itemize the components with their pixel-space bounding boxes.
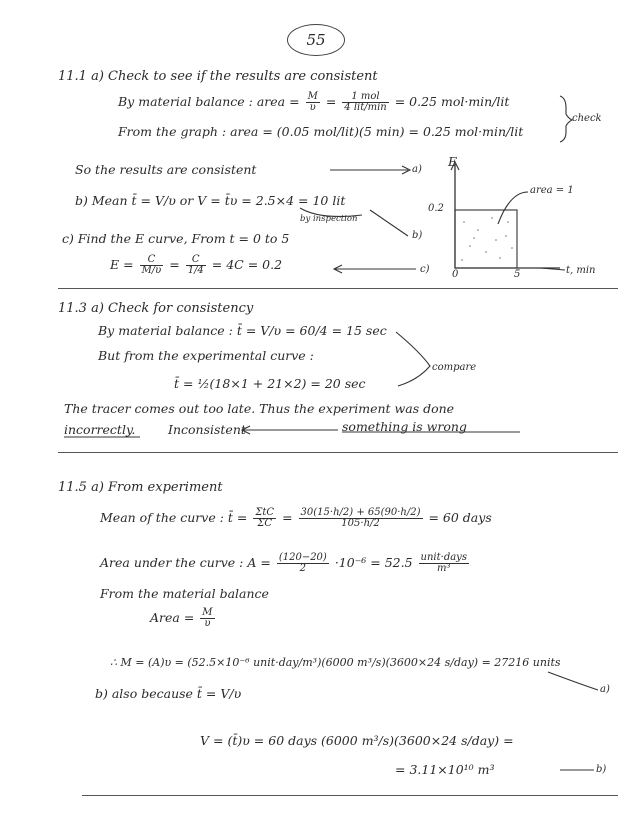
volume-result: = 3.11×10¹⁰ m³: [395, 762, 495, 777]
graph-axes: [455, 164, 560, 268]
graph-x-zero: 0: [452, 269, 459, 280]
mean-residence-line: b) Mean t̄ = V/υ or V = t̄υ = 2.5×4 = 10 lit: [75, 193, 346, 208]
volume-calculation-line: V = (t̄)υ = 60 days (6000 m³/s)(3600×24 s/day) =: [200, 733, 514, 748]
check-brace: [560, 96, 572, 142]
mean-fraction-values: $\frac{30(15\cdot h/2) + 65(90\cdot h/2)}{105\cdot h/2}$: [300, 507, 421, 529]
compare-brace: [396, 332, 430, 386]
experimental-curve-line: But from the experimental curve :: [98, 348, 314, 363]
mb-fraction-m-over-v: $\frac{M}{\upsilon}$: [307, 91, 318, 113]
answer-a-marker-2: a): [600, 684, 610, 695]
area-eq-prefix: Area =: [150, 610, 195, 625]
graph-rectangle: [455, 210, 517, 268]
mean-fraction-sums: $\frac{\text{ΣtC}}{\Sigma C}$: [255, 507, 275, 529]
by-inspection-note: by inspection: [300, 214, 358, 224]
answer-b-marker-1: b): [412, 230, 423, 241]
answer-c-marker: c): [420, 264, 430, 275]
mean-of-curve-line: Mean of the curve : t̄ = $\frac{\text{ΣtC}}{\Sigma C}$ = $\frac{30(15\cdot h/2) + 65(90\cdot h/2)}{105\cdot h/2}$ = 60 days: [100, 507, 492, 529]
tracer-statement: The tracer comes out too late. Thus the experiment was done: [64, 401, 455, 416]
moles-calculation-line: ∴ M = (A)υ = (52.5×10⁻⁶ unit·day/m³)(6000 m³/s)(3600×24 s/day) = 27216 units: [110, 656, 561, 669]
graph-x-five: 5: [514, 269, 521, 280]
problem-11-1-heading: 11.1 a) Check to see if the results are consistent: [58, 69, 378, 84]
e-eq-prefix: E =: [110, 257, 134, 272]
mb-fraction-mol-over-flow: $\frac{\text{1 mol}}{\text{4 lit/min}}$: [344, 91, 387, 113]
page-number: 55: [287, 24, 345, 56]
area-eq-fraction: $\frac{M}{\upsilon}$: [202, 607, 213, 629]
mb-result: = 0.25 mol·min/lit: [394, 94, 510, 109]
also-because-line: b) also because t̄ = V/υ: [95, 686, 242, 701]
graph-e-axis-label: E: [448, 154, 458, 169]
arrow-units: [548, 672, 598, 690]
area-units: $\frac{\text{unit·days}}{\text{m³}}$: [420, 552, 467, 574]
area-leader: [498, 192, 528, 224]
e-curve-equation: E = $\frac{C}{M/\upsilon}$ = $\frac{C}{1/4}$ = 4C = 0.2: [110, 254, 283, 276]
material-balance-header: From the material balance: [100, 586, 269, 601]
mb-prefix: By material balance : area =: [118, 94, 300, 109]
compare-label: compare: [432, 362, 477, 373]
mean-prefix: Mean of the curve : t̄ =: [100, 510, 248, 525]
mean-result: = 60 days: [428, 510, 492, 525]
e-fraction-c-over-quarter: $\frac{C}{1/4}$: [187, 254, 204, 276]
consistent-statement: So the results are consistent: [75, 162, 257, 177]
area-multiplier: ·10⁻⁶ = 52.5: [334, 555, 413, 570]
find-e-curve-line: c) Find the E curve, From t = 0 to 5: [62, 231, 290, 246]
experimental-mean-line: t̄ = ½(18×1 + 21×2) = 20 sec: [174, 376, 366, 391]
graph-stipple: [461, 217, 513, 261]
graph-x-axis-label: t, min: [566, 265, 596, 276]
arrow-by-inspection: [370, 210, 408, 236]
area-fraction: $\frac{(120-20)}{2}$: [278, 552, 327, 574]
area-prefix: Area under the curve : A =: [100, 555, 271, 570]
check-label: check: [572, 113, 602, 124]
graph-y-value: 0.2: [428, 203, 444, 214]
inspection-underline: [300, 208, 362, 216]
material-balance-11-3: By material balance : t̄ = V/υ = 60/4 = 15 sec: [98, 323, 387, 338]
graph-area-label: area = 1: [530, 185, 574, 196]
mb-equals: =: [325, 94, 337, 109]
answer-b-marker-2: b): [596, 764, 607, 775]
problem-11-3-heading: 11.3 a) Check for consistency: [58, 301, 254, 316]
graph-area-line: From the graph : area = (0.05 mol/lit)(5 min) = 0.25 mol·min/lit: [118, 124, 524, 139]
something-wrong-note: something is wrong: [342, 419, 467, 434]
e-fraction-c-over-mv: $\frac{C}{M/\upsilon}$: [141, 254, 162, 276]
incorrectly-word: incorrectly.: [64, 422, 136, 437]
problem-11-5-heading: 11.5 a) From experiment: [58, 480, 223, 495]
inconsistent-word: Inconsistent: [168, 422, 246, 437]
e-eq-result: = 4C = 0.2: [211, 257, 283, 272]
answer-a-marker-1: a): [412, 164, 422, 175]
